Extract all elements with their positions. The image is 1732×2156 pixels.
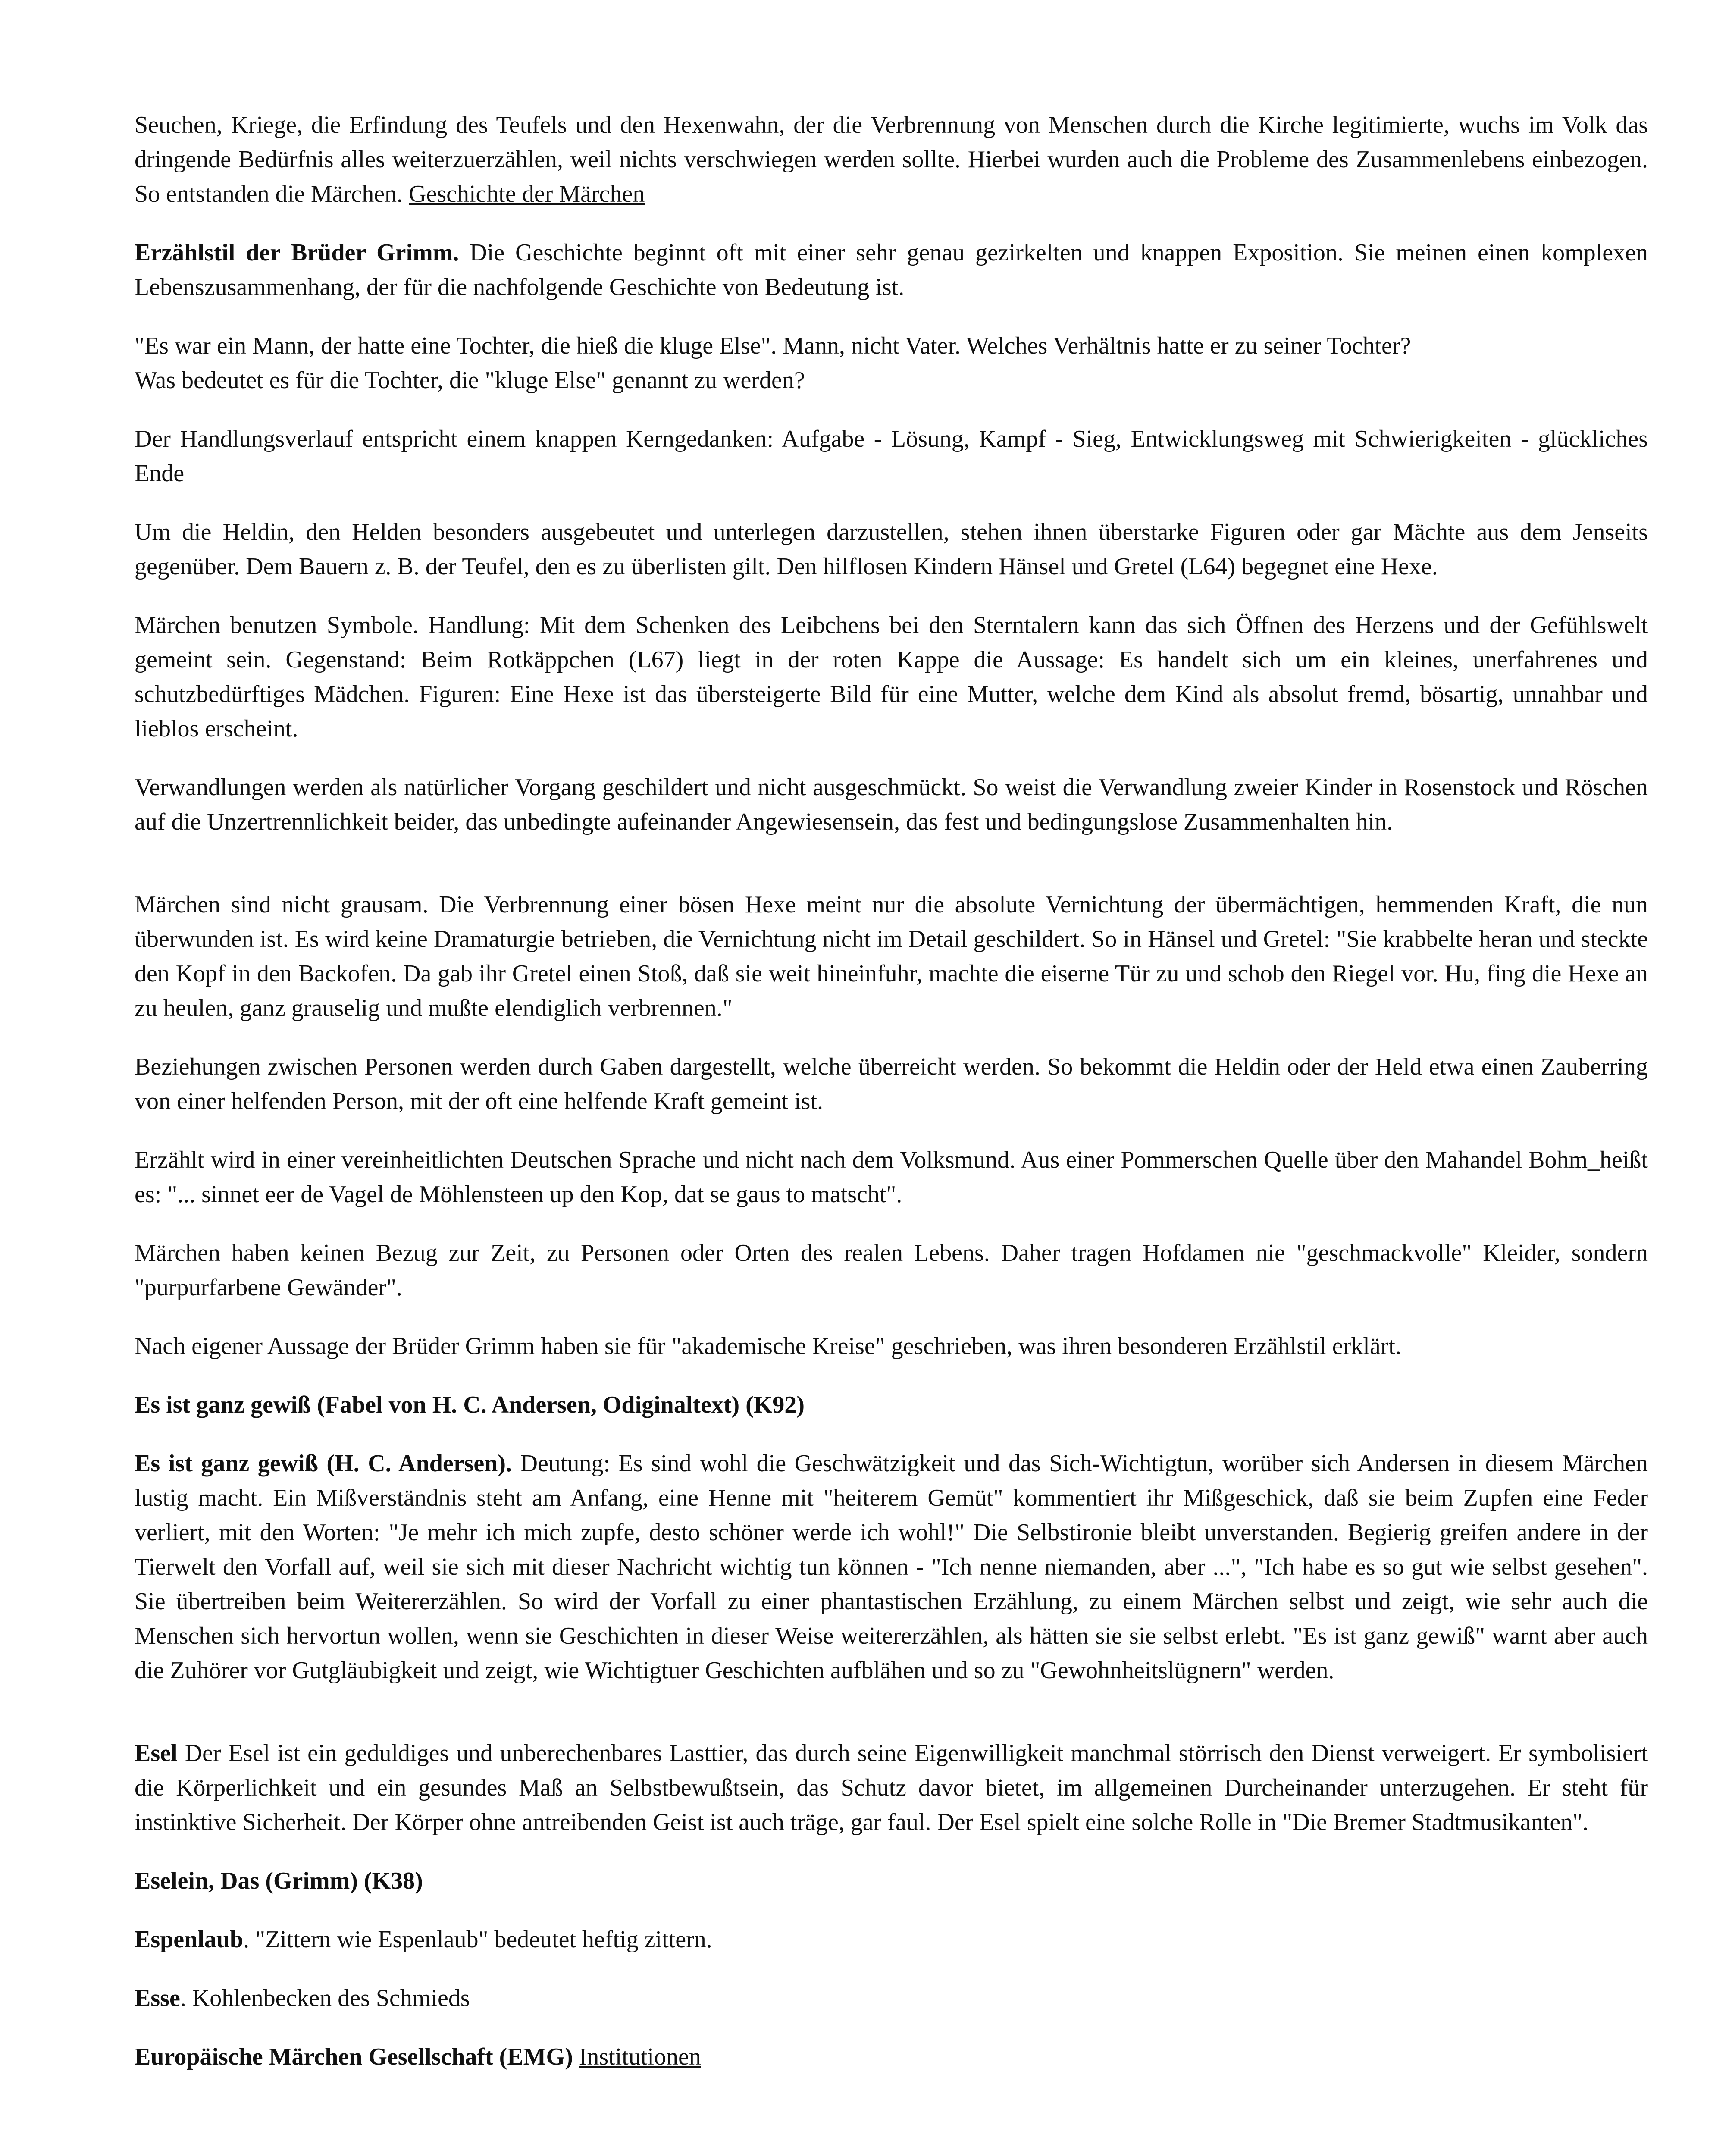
intro-text: Seuchen, Kriege, die Erfindung des Teufels und den Hexenwahn, der die Verbrennung von Menschen durch die Kirche legitimierte, wuchs im Volk das dringende Bedürfnis alles weiterzuerzählen, weil nichts verschwiegen werden sollte. Hierbei wurden auch die Probleme des Zusammenlebens einbezogen. So entstanden die Märchen. (135, 112, 1648, 207)
erzaehlstil-text: Die Geschichte beginnt oft mit einer sehr genau gezirkelten und knappen Exposition. Sie meinen einen komplexen Lebenszusammenhang, der für die nachfolgende Geschichte von Bedeutung ist. (135, 239, 1648, 301)
esse-heading: Esse (135, 1985, 180, 2012)
gewiss-text: Deutung: Es sind wohl die Geschwätzigkeit und das Sich-Wichtigtun, worüber sich Andersen in diesem Märchen lustig macht. Ein Mißverständnis steht am Anfang, eine Henne mit "heiterem Gemüt" kommentiert ihr Mißgeschick, daß sie beim Zupfen eine Feder verliert, mit den Worten: "Je mehr ich mich zupfe, desto schöner werde ich wohl!" Die Selbstironie bleibt unverstanden. Begierig greifen andere in der Tierwelt den Vorfall auf, weil sie sich mit dieser Nachricht wichtig tun können - "Ich nenne niemanden, aber ...", "Ich habe es so gut wie selbst gesehen". Sie übertreiben beim Weitererzählen. So wird der Vorfall zu einer phantastischen Erzählung, zu einem Märchen selbst und zeigt, wie sehr auch die Menschen sich hervortun wollen, wenn sie Geschichten in dieser Weise weitererzählen, als hätten sie sie selbst erlebt. "Es ist ganz gewiß" warnt aber auch die Zuhörer vor Gutgläubigkeit und zeigt, wie Wichtigtuer Geschichten aufblähen und so zu "Gewohnheitslügnern" werden. (135, 1450, 1648, 1684)
verwandlungen-paragraph: Verwandlungen werden als natürlicher Vorgang geschildert und nicht ausgeschmückt. So weist die Verwandlung zweier Kinder in Rosenstock und Röschen auf die Unzertrennlichkeit beider, das unbedingte aufeinander Angewiesensein, das fest und bedingungslose Zusammenhalten hin. (135, 774, 1648, 835)
esse-paragraph (135, 1981, 1648, 2015)
grausam-paragraph: Märchen sind nicht grausam. Die Verbrennung einer bösen Hexe meint nur die absolute Vernichtung der übermächtigen, hemmenden Kraft, die nun überwunden ist. Es wird keine Dramaturgie betrieben, die Vernichtung nicht im Detail geschildert. So in Hänsel und Gretel: "Sie krabbelte heran und steckte den Kopf in den Backofen. Da gab ihr Gretel einen Stoß, daß sie weit hineinfuhr, machte die eiserne Tür zu und schob den Riegel vor. Hu, fing die Hexe an zu heulen, ganz grauselig und mußte elendiglich verbrennen." (135, 891, 1648, 1022)
handlungsverlauf-paragraph: Der Handlungsverlauf entspricht einem knappen Kerngedanken: Aufgabe - Lösung, Kampf - Sieg, Entwicklungsweg mit Schwierigkeiten - glückliches Ende (135, 426, 1648, 487)
intro-paragraph (135, 108, 1648, 211)
aussage-paragraph: Nach eigener Aussage der Brüder Grimm haben sie für "akademische Kreise" geschrieben, was ihren besonderen Erzählstil erklärt. (135, 1333, 1401, 1360)
geschichte-der-maerchen-link[interactable]: Geschichte der Märchen (409, 181, 645, 207)
emg-heading: Europäische Märchen Gesellschaft (EMG) (135, 2043, 573, 2070)
erzaehlstil-paragraph (135, 235, 1648, 304)
esel-paragraph (135, 1736, 1648, 1839)
kluge-else-question: Was bedeutet es für die Tochter, die "kluge Else" genannt zu werden? (135, 367, 805, 394)
gewiss-heading: Es ist ganz gewiß (H. C. Andersen). (135, 1450, 512, 1477)
kluge-else-paragraph: "Es war ein Mann, der hatte eine Tochter, die hieß die kluge Else". Mann, nicht Vater. Welches Verhältnis hatte er zu seiner Tochter? (135, 332, 1411, 359)
institutionen-link[interactable]: Institutionen (579, 2043, 701, 2070)
esel-heading: Esel (135, 1740, 178, 1767)
esel-text: Der Esel ist ein geduldiges und unberechenbares Lasttier, das durch seine Eigenwilligkeit manchmal störrisch den Dienst verweigert. Er symbolisiert die Körperlichkeit und ein gesundes Maß an Selbstbewußtsein, das Schutz davor bietet, im allgemeinen Durcheinander unterzugehen. Er steht für instinktive Sicherheit. Der Körper ohne antreibenden Geist ist auch träge, gar faul. Der Esel spielt eine solche Rolle in "Die Bremer Stadtmusikanten". (135, 1740, 1648, 1836)
erzaehlstil-heading: Erzählstil der Brüder Grimm. (135, 239, 459, 266)
gewiss-title (135, 1388, 1648, 1422)
bezug-paragraph: Märchen haben keinen Bezug zur Zeit, zu Personen oder Orten des realen Lebens. Daher tragen Hofdamen nie "geschmackvolle" Kleider, sondern "purpurfarbene Gewänder". (135, 1240, 1648, 1301)
espenlaub-paragraph (135, 1922, 1648, 1957)
eselein-title (135, 1864, 1648, 1898)
heldin-paragraph: Um die Heldin, den Helden besonders ausgebeutet und unterlegen darzustellen, stehen ihnen überstarke Figuren oder gar Mächte aus dem Jenseits gegenüber. Dem Bauern z. B. der Teufel, den es zu überlisten gilt. Den hilflosen Kindern Hänsel und Gretel (L64) begegnet eine Hexe. (135, 519, 1648, 580)
espenlaub-heading: Espenlaub (135, 1926, 244, 1953)
gewiss-title-text: Es ist ganz gewiß (Fabel von H. C. Andersen, Odiginaltext) (K92) (135, 1391, 805, 1418)
sprache-paragraph: Erzählt wird in einer vereinheitlichten Deutschen Sprache und nicht nach dem Volksmund. Aus einer Pommerschen Quelle über den Mahandel Bohm_heißt es: "... sinnet eer de Vagel de Möhlensteen up den Kop, dat se gaus to matscht". (135, 1147, 1648, 1208)
beziehungen-paragraph: Beziehungen zwischen Personen werden durch Gaben dargestellt, welche überreicht werden. So bekommt die Heldin oder der Held etwa einen Zauberring von einer helfenden Person, mit der oft eine helfende Kraft gemeint ist. (135, 1053, 1648, 1115)
espenlaub-text: . "Zittern wie Espenlaub" bedeutet heftig zittern. (243, 1926, 712, 1953)
emg-paragraph (135, 2040, 1648, 2074)
esse-text: . Kohlenbecken des Schmieds (180, 1985, 470, 2012)
eselein-title-text: Eselein, Das (Grimm) (K38) (135, 1868, 423, 1894)
document-page (135, 108, 1648, 2098)
symbole-paragraph: Märchen benutzen Symbole. Handlung: Mit dem Schenken des Leibchens bei den Sterntalern kann das sich Öffnen des Herzens und der Gefühlswelt gemeint sein. Gegenstand: Beim Rotkäppchen (L67) liegt in der roten Kappe die Aussage: Es handelt sich um ein kleines, unerfahrenes und schutzbedürftiges Mädchen. Figuren: Eine Hexe ist das übersteigerte Bild für eine Mutter, welche dem Kind als absolut fremd, bösartig, unnahbar und lieblos erscheint. (135, 612, 1648, 742)
gewiss-paragraph (135, 1446, 1648, 1688)
